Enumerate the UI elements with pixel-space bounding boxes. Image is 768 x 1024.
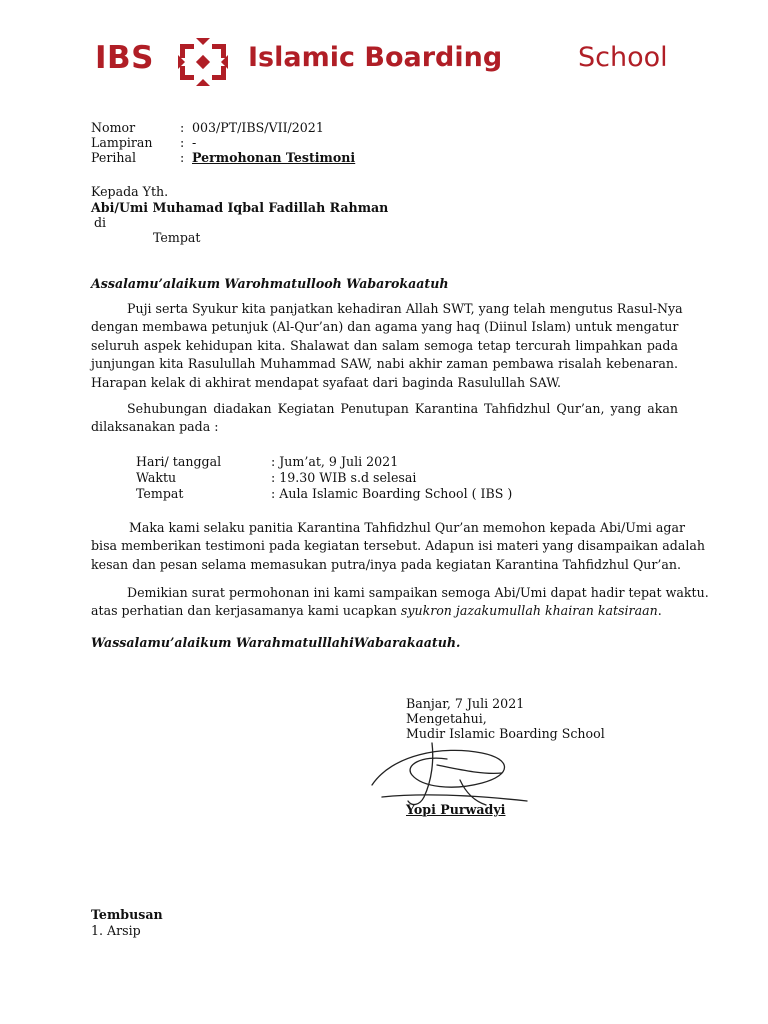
- addressee-di: di: [94, 215, 107, 230]
- lampiran-value: -: [192, 135, 197, 150]
- header-school-name-bold: Islamic Boarding: [248, 42, 503, 73]
- event-tempat-value: : Aula Islamic Boarding School ( IBS ): [271, 486, 513, 501]
- event-hari-label: Hari/ tanggal: [136, 454, 222, 469]
- tembusan-item-arsip: 1. Arsip: [91, 923, 141, 938]
- header-school-name-regular: School: [578, 42, 668, 73]
- paragraph-line: kesan dan pesan selama memasukan putra/inya pada kegiatan Karantina Tahfidzhul Qur’an.: [91, 556, 682, 572]
- closing-paragraph-line1: Demikian surat permohonan ini kami sampaikan semoga Abi/Umi dapat hadir tepat waktu.: [127, 585, 709, 600]
- perihal-value: Permohonan Testimoni: [192, 150, 356, 165]
- paragraph-line: Sehubungan diadakan Kegiatan Penutupan Karantina Tahfidzhul Qur’an, yang akan: [127, 401, 678, 416]
- signature-position: Mudir Islamic Boarding School: [406, 726, 605, 741]
- addressee-name: Abi/Umi Muhamad Iqbal Fadillah Rahman: [91, 200, 389, 215]
- perihal-label: Perihal: [91, 150, 137, 165]
- nomor-colon: :: [180, 120, 185, 135]
- signature-place-date: Banjar, 7 Juli 2021: [406, 696, 525, 711]
- closing-paragraph-line2: [91, 603, 662, 618]
- closing-salam: Wassalamu’alaikum WarahmatulllahiWabarakaatuh.: [91, 635, 461, 650]
- greeting: Assalamu’alaikum Warohmatullooh Wabarokaatuh: [91, 276, 449, 291]
- event-waktu-label: Waktu: [136, 470, 177, 485]
- event-hari-value: : Jum’at, 9 Juli 2021: [271, 454, 399, 469]
- signature-mengetahui: Mengetahui,: [406, 711, 487, 726]
- ibs-logo-icon: [176, 36, 230, 88]
- paragraph-line: Maka kami selaku panitia Karantina Tahfidzhul Qur’an memohon kepada Abi/Umi agar: [129, 520, 685, 535]
- header-ibs-text: IBS: [95, 40, 154, 76]
- paragraph-line: seluruh aspek kehidupan kita. Shalawat dan salam semoga tetap tercurah limpahkan pada: [91, 337, 678, 353]
- event-waktu-value: : 19.30 WIB s.d selesai: [271, 470, 417, 485]
- paragraph-event-intro: [91, 400, 678, 437]
- closing-prefix: atas perhatian dan kerjasamanya kami ucapkan: [91, 603, 401, 618]
- addressee-tempat: Tempat: [153, 230, 201, 245]
- nomor-value: 003/PT/IBS/VII/2021: [192, 120, 324, 135]
- lampiran-colon: :: [180, 135, 185, 150]
- tembusan-title: Tembusan: [91, 907, 163, 922]
- paragraph-intro: [91, 300, 683, 392]
- nomor-label: Nomor: [91, 120, 136, 135]
- kepada-yth: Kepada Yth.: [91, 184, 169, 199]
- paragraph-line: Puji serta Syukur kita panjatkan kehadiran Allah SWT, yang telah mengutus Rasul-Nya: [127, 301, 683, 316]
- closing-suffix: .: [657, 603, 662, 618]
- perihal-colon: :: [180, 150, 185, 165]
- lampiran-label: Lampiran: [91, 135, 153, 150]
- paragraph-line: dengan membawa petunjuk (Al-Qur’an) dan agama yang haq (Diinul Islam) untuk mengatur: [91, 319, 679, 335]
- paragraph-line: dilaksanakan pada :: [91, 419, 219, 435]
- paragraph-line: Harapan kelak di akhirat mendapat syafaat dari baginda Rasulullah SAW.: [91, 374, 562, 390]
- paragraph-request: [91, 519, 706, 574]
- event-tempat-label: Tempat: [136, 486, 184, 501]
- closing-italic-phrase: syukron jazakumullah khairan katsiraan: [400, 603, 658, 618]
- paragraph-line: junjungan kita Rasulullah Muhammad SAW, nabi akhir zaman pembawa risalah kebenaran.: [91, 356, 678, 372]
- paragraph-line: bisa memberikan testimoni pada kegiatan tersebut. Adapun isi materi yang disampaikan adalah: [91, 538, 706, 554]
- signatory-name: Yopi Purwadyi: [406, 802, 506, 817]
